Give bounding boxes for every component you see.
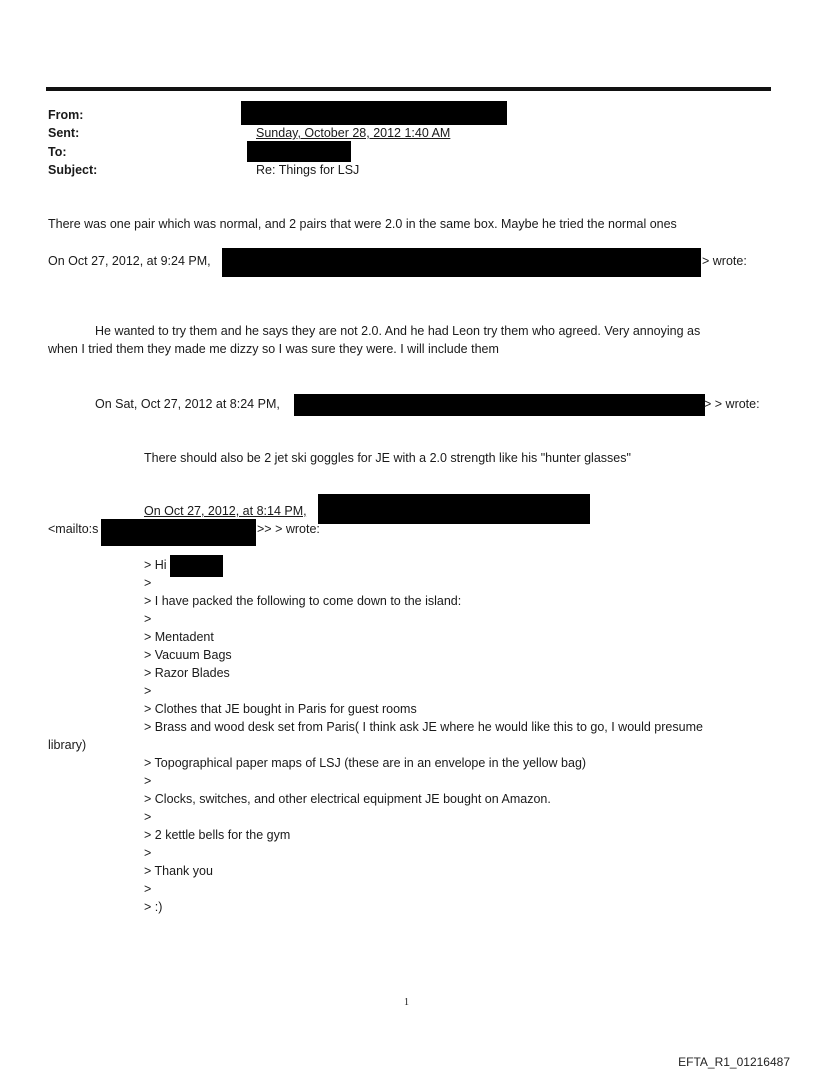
list-item: > xyxy=(144,684,152,698)
list-item: > Razor Blades xyxy=(144,666,230,680)
list-item: > 2 kettle bells for the gym xyxy=(144,828,291,842)
list-item: > Clocks, switches, and other electrical equipment JE bought on Amazon. xyxy=(144,792,551,806)
list-item: > xyxy=(144,774,152,788)
list-item: > xyxy=(144,846,152,860)
header-rule xyxy=(46,87,771,91)
para3: There should also be 2 jet ski goggles for JE with a 2.0 strength like his "hunter glasses" xyxy=(144,451,631,465)
list-item: > Vacuum Bags xyxy=(144,648,232,662)
mailto-suffix: >> > wrote: xyxy=(257,522,320,536)
list-item: > xyxy=(144,576,152,590)
quote2-prefix: On Sat, Oct 27, 2012 at 8:24 PM, xyxy=(95,397,280,411)
redaction-from xyxy=(241,101,507,125)
quote1-suffix: > wrote: xyxy=(702,254,747,268)
list-item: > Thank you xyxy=(144,864,213,878)
to-label: To: xyxy=(48,145,67,159)
subject-label: Subject: xyxy=(48,163,98,177)
list-item: > xyxy=(144,882,152,896)
body-line-1: There was one pair which was normal, and 2 pairs that were 2.0 in the same box. Maybe he tried the normal ones xyxy=(48,217,677,231)
list-item: > Mentadent xyxy=(144,630,214,644)
redaction-mailto xyxy=(101,519,256,546)
list-item: library) xyxy=(48,738,87,752)
document-id: EFTA_R1_01216487 xyxy=(678,1055,790,1069)
list-item: > Brass and wood desk set from Paris( I think ask JE where he would like this to go, I would presume xyxy=(144,720,703,734)
quote3-prefix: On Oct 27, 2012, at 8:14 PM, xyxy=(144,504,307,518)
list-item: > I have packed the following to come down to the island: xyxy=(144,594,462,608)
redaction-to xyxy=(247,141,351,162)
redaction-quote1 xyxy=(222,248,701,277)
list-item: > Hi xyxy=(144,558,167,572)
mailto-prefix: <mailto:s xyxy=(48,522,99,536)
quote2-suffix: > > wrote: xyxy=(704,397,760,411)
sent-label: Sent: xyxy=(48,126,80,140)
para2-line-1: He wanted to try them and he says they are not 2.0. And he had Leon try them who agreed. Very annoying as xyxy=(95,324,701,338)
subject-value: Re: Things for LSJ xyxy=(256,163,360,177)
list-item: > :) xyxy=(144,900,163,914)
list-item: > Topographical paper maps of LSJ (these are in an envelope in the yellow bag) xyxy=(144,756,587,770)
list-item: > Clothes that JE bought in Paris for guest rooms xyxy=(144,702,417,716)
list-item: > xyxy=(144,810,152,824)
redaction-quote3 xyxy=(318,494,590,524)
quote1-prefix: On Oct 27, 2012, at 9:24 PM, xyxy=(48,254,211,268)
redaction-name xyxy=(170,555,223,577)
page-number: 1 xyxy=(404,997,409,1008)
redaction-quote2 xyxy=(294,394,705,416)
sent-value: Sunday, October 28, 2012 1:40 AM xyxy=(256,126,451,140)
list-item: > xyxy=(144,612,152,626)
para2-line-2: when I tried them they made me dizzy so I was sure they were. I will include them xyxy=(48,342,499,356)
from-label: From: xyxy=(48,108,84,122)
